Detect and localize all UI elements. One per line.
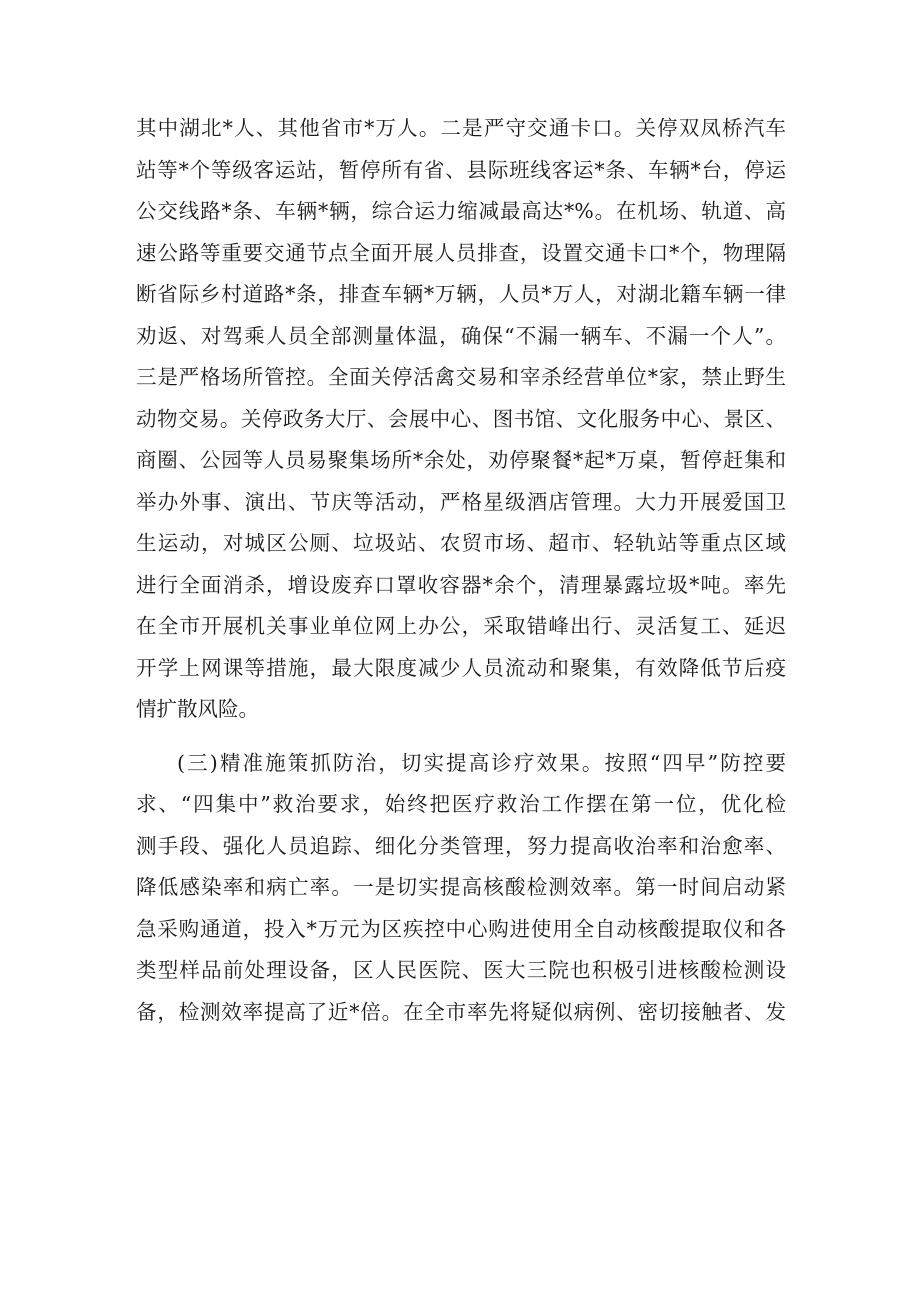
paragraph-traffic-control — [136, 108, 786, 731]
text-line: 动物交易。关停政务大厅、会展中心、图书馆、文化服务中心、景区、 — [136, 406, 786, 431]
text-line: 在全市开展机关事业单位网上办公，采取错峰出行、灵活复工、延迟 — [136, 614, 786, 638]
paragraph-precise-prevention — [136, 743, 786, 1034]
text-line: 急采购通道，投入*万元为区疾控中心购进使用全自动核酸提取仪和各 — [136, 916, 786, 941]
text-line: 速公路等重要交通节点全面开展人员排查，设置交通卡口*个，物理隔 — [136, 240, 786, 265]
text-line: 降低感染率和病亡率。一是切实提高核酸检测效率。第一时间启动紧 — [136, 875, 786, 899]
text-line: 测手段、强化人员追踪、细化分类管理，努力提高收治率和治愈率、 — [136, 833, 786, 858]
text-line: 情扩散风险。 — [136, 697, 259, 721]
text-line: 劝返、对驾乘人员全部测量体温，确保“不漏一辆车、不漏一个人”。 — [136, 323, 786, 348]
text-line: 生运动，对城区公厕、垃圾站、农贸市场、超市、轻轨站等重点区域 — [136, 531, 786, 555]
section-heading-line: (三)精准施策抓防治，切实提高诊疗效果。按照“四早”防控要 — [177, 750, 786, 775]
text-line: 举办外事、演出、节庆等活动，严格星级酒店管理。大力开展爱国卫 — [136, 489, 786, 514]
text-line: 类型样品前处理设备，区人民医院、医大三院也积极引进核酸检测设 — [136, 958, 786, 982]
text-line: 三是严格场所管控。全面关停活禽交易和宰杀经营单位*家，禁止野生 — [136, 365, 786, 389]
text-line: 其中湖北*人、其他省市*万人。二是严守交通卡口。关停双凤桥汽车 — [136, 116, 786, 140]
document-body — [136, 108, 786, 1033]
text-line: 站等*个等级客运站，暂停所有省、县际班线客运*条、车辆*台，停运 — [136, 157, 786, 182]
text-line: 求、“四集中”救治要求，始终把医疗救治工作摆在第一位，优化检 — [136, 792, 786, 816]
text-line: 断省际乡村道路*条，排查车辆*万辆，人员*万人，对湖北籍车辆一律 — [136, 282, 786, 306]
paragraph-spacer — [136, 731, 786, 743]
text-line: 进行全面消杀，增设废弃口罩收容器*余个，清理暴露垃圾*吨。率先 — [136, 572, 786, 597]
text-line: 备，检测效率提高了近*倍。在全市率先将疑似病例、密切接触者、发 — [136, 999, 786, 1024]
text-line: 商圈、公园等人员易聚集场所*余处，劝停聚餐*起*万桌，暂停赶集和 — [136, 448, 786, 472]
text-line: 开学上网课等措施，最大限度减少人员流动和聚集，有效降低节后疫 — [136, 655, 786, 680]
text-line: 公交线路*条、车辆*辆，综合运力缩减最高达*%。在机场、轨道、高 — [136, 199, 786, 223]
